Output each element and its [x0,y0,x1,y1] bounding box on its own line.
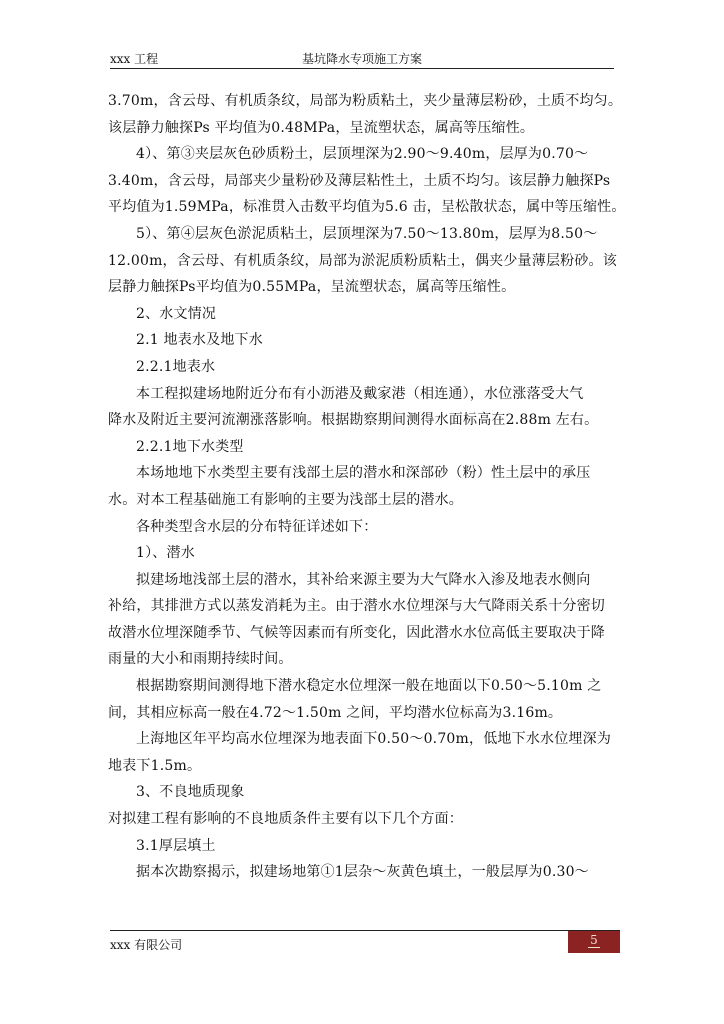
text-line: 据本次勘察揭示，拟建场地第①1层杂～灰黄色填土，一般层厚为0.30～ [136,864,589,881]
text-line: 层静力触探Ps平均值为0.55MPa，呈流塑状态，属高等压缩性。 [108,279,516,296]
text-line: 12.00m，含云母、有机质条纹，局部为淤泥质粉质粘土，偶夹少量薄层粉砂。该 [108,252,617,269]
page-number-badge [568,931,620,953]
text-line: 3.1厚层填土 [136,837,216,854]
header-project-name: xxx 工程 [110,52,159,66]
text-line: 各种类型含水层的分布特征详述如下： [136,518,378,535]
text-line: 地表下1.5m。 [108,757,202,774]
text-line: 4）、第③夹层灰色砂质粉土，层顶埋深为2.90～9.40m，层厚为0.70～ [136,146,589,163]
text-line: 2.2.1地下水类型 [136,438,244,455]
text-line: 水。对本工程基础施工有影响的主要为浅部土层的潜水。 [108,491,463,508]
page-header [110,50,614,69]
text-line: 5）、第④层灰色淤泥质粘土，层顶埋深为7.50～13.80m，层厚为8.50～ [136,225,598,242]
page-footer [110,930,620,953]
text-line: 雨量的大小和雨期持续时间。 [108,651,293,668]
text-line: 降水及附近主要河流潮涨落影响。根据勘察期间测得水面标高在2.88m 左右。 [108,412,599,429]
text-line: 补给，其排泄方式以蒸发消耗为主。由于潜水水位埋深与大气降雨关系十分密切 [108,598,605,615]
text-line: 拟建场地浅部土层的潜水，其补给来源主要为大气降水入渗及地表水侧向 [136,571,591,588]
header-document-title: 基坑降水专项施工方案 [301,52,422,66]
document-body [108,88,626,886]
footer-company-name: xxx 有限公司 [110,938,183,952]
text-line: 2.1 地表水及地下水 [136,332,263,349]
text-line: 2、水文情况 [136,305,217,322]
text-line: 间，其相应标高一般在4.72～1.50m 之间，平均潜水位标高为3.16m。 [108,704,563,721]
text-line: 平均值为1.59MPa，标准贯入击数平均值为5.6 击，呈松散状态，属中等压缩性。 [108,199,626,216]
page-number: 5 [590,933,598,947]
text-line: 该层静力触探Ps 平均值为0.48MPa，呈流塑状态，属高等压缩性。 [108,119,535,136]
text-line: 故潜水位埋深随季节、气候等因素而有所变化，因此潜水水位高低主要取决于降 [108,624,605,641]
text-line: 3.40m，含云母，局部夹少量粉砂及薄层粘性土，土质不均匀。该层静力触探Ps [108,172,611,189]
text-line: 1）、潜水 [136,545,195,562]
text-line: 3.70m，含云母、有机质条纹，局部为粉质粘土，夹少量薄层粉砂，土质不均匀。 [108,93,623,109]
text-line: 2.2.1地表水 [136,358,216,375]
text-line: 3、不良地质现象 [136,784,245,801]
text-line: 根据勘察期间测得地下潜水稳定水位埋深一般在地面以下0.50～5.10m 之 [136,678,602,695]
text-line: 上海地区年平均高水位埋深为地表面下0.50～0.70m，低地下水水位埋深为 [136,731,612,748]
text-line: 本场地地下水类型主要有浅部土层的潜水和深部砂（粉）性土层中的承压 [136,465,591,482]
text-line: 对拟建工程有影响的不良地质条件主要有以下几个方面： [108,811,463,828]
text-line: 本工程拟建场地附近分布有小沥港及戴家港（相连通），水位涨落受大气 [136,385,584,402]
